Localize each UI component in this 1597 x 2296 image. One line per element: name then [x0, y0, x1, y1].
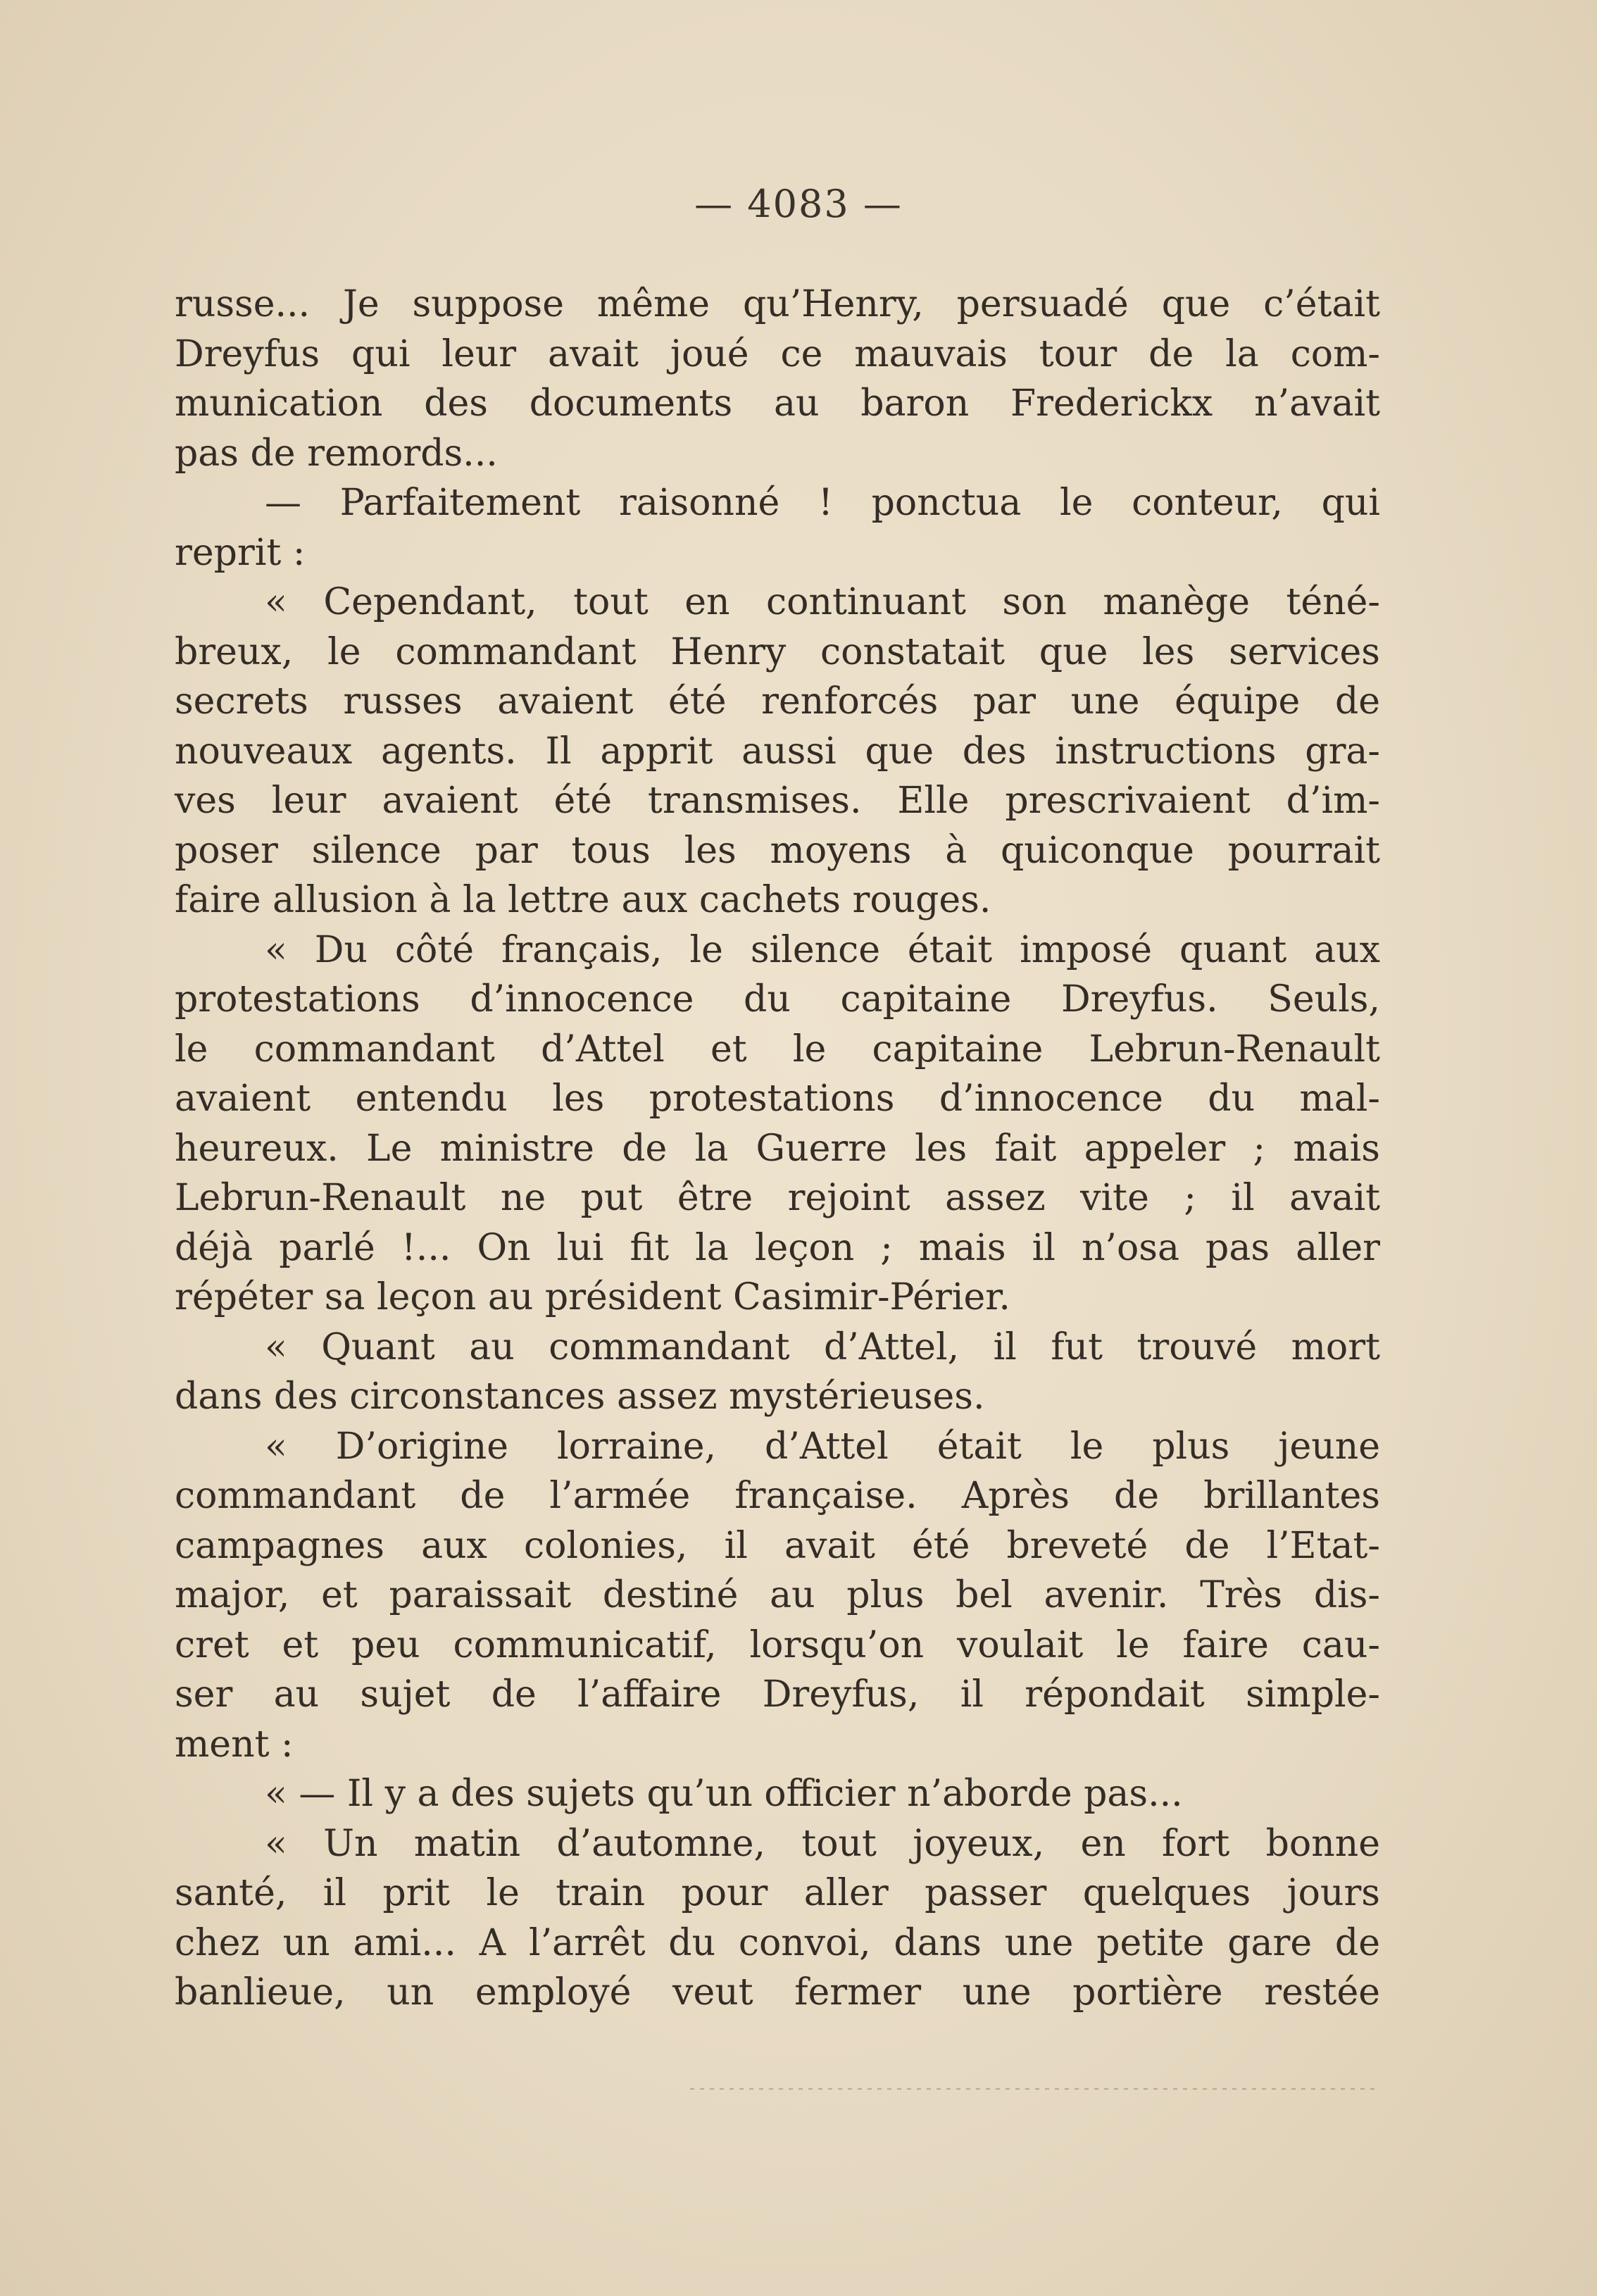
text-line — [175, 1223, 1380, 1273]
text-line — [175, 478, 1380, 528]
text-line — [175, 1571, 1380, 1621]
text-line-content: avaient entendu les protestations d’innocence du mal- — [175, 1078, 1380, 1120]
text-line — [175, 1968, 1380, 2018]
text-line-content: commandant de l’armée française. Après de brillantes — [175, 1475, 1380, 1517]
body-text — [175, 280, 1380, 2018]
text-line — [175, 429, 1380, 479]
text-line-content: banlieue, un employé veut fermer une portière restée — [175, 1971, 1380, 2014]
text-line-content: déjà parlé !... On lui fit la leçon ; mais il n’osa pas aller — [175, 1226, 1380, 1269]
text-line — [175, 1918, 1380, 1969]
text-line-content: pas de remords... — [175, 432, 498, 475]
text-line-content: ser au sujet de l’affaire Dreyfus, il répondait simple- — [175, 1673, 1380, 1716]
text-line-content: faire allusion à la lettre aux cachets rouges. — [175, 879, 991, 921]
bottom-print-marks — [690, 2088, 1380, 2090]
text-line — [175, 1074, 1380, 1124]
text-line-content: Dreyfus qui leur avait joué ce mauvais tour de la com- — [175, 332, 1380, 375]
text-line-content: « D’origine lorraine, d’Attel était le plus jeune — [265, 1425, 1380, 1468]
text-line — [175, 1868, 1380, 1918]
text-line — [175, 1471, 1380, 1521]
text-line-content: cret et peu communicatif, lorsqu’on voulait le faire cau- — [175, 1623, 1380, 1666]
text-line — [175, 1670, 1380, 1720]
text-line — [175, 1422, 1380, 1472]
text-line-content: « — Il y a des sujets qu’un officier n’aborde pas... — [265, 1773, 1183, 1815]
text-line-content: « Un matin d’automne, tout joyeux, en fort bonne — [265, 1822, 1380, 1865]
text-line — [175, 1273, 1380, 1323]
text-line-content: « Cependant, tout en continuant son manège téné- — [265, 581, 1380, 623]
text-line-content: nouveaux agents. Il apprit aussi que des instructions gra- — [175, 730, 1380, 773]
text-line-content: « Du côté français, le silence était imposé quant aux — [265, 928, 1380, 971]
text-line-content: « Quant au commandant d’Attel, il fut trouvé mort — [265, 1325, 1380, 1368]
text-line — [175, 826, 1380, 876]
text-line — [175, 628, 1380, 678]
text-line-content: reprit : — [175, 531, 306, 574]
text-line — [175, 1124, 1380, 1174]
text-line — [175, 379, 1380, 429]
text-line-content: russe... Je suppose même qu’Henry, persuadé que c’était — [175, 283, 1380, 325]
text-line — [175, 1769, 1380, 1819]
text-line — [175, 1025, 1380, 1075]
text-line — [175, 727, 1380, 777]
text-line-content: chez un ami... A l’arrêt du convoi, dans une petite gare de — [175, 1921, 1380, 1964]
text-line — [175, 1819, 1380, 1869]
text-line — [175, 1521, 1380, 1571]
text-line-content: répéter sa leçon au président Casimir-Périer. — [175, 1276, 1010, 1318]
text-line-content: major, et paraissait destiné au plus bel avenir. Très dis- — [175, 1574, 1380, 1616]
text-line-content: ves leur avaient été transmises. Elle prescrivaient d’im- — [175, 780, 1380, 822]
text-line-content: santé, il prit le train pour aller passer quelques jours — [175, 1872, 1380, 1914]
text-line-content: heureux. Le ministre de la Guerre les fait appeler ; mais — [175, 1127, 1380, 1170]
text-line — [175, 1323, 1380, 1373]
text-line — [175, 330, 1380, 380]
text-line — [175, 578, 1380, 628]
text-line-content: munication des documents au baron Frederickx n’avait — [175, 382, 1380, 425]
text-line — [175, 1372, 1380, 1422]
text-line-content: — Parfaitement raisonné ! ponctua le conteur, qui — [265, 482, 1380, 524]
text-line-content: le commandant d’Attel et le capitaine Lebrun-Renault — [175, 1028, 1380, 1071]
text-line — [175, 776, 1380, 826]
text-line-content: protestations d’innocence du capitaine Dreyfus. Seuls, — [175, 978, 1380, 1021]
text-line-content: poser silence par tous les moyens à quiconque pourrait — [175, 829, 1380, 872]
text-line — [175, 677, 1380, 727]
text-line — [175, 1720, 1380, 1770]
text-line — [175, 280, 1380, 330]
text-line-content: breux, le commandant Henry constatait que les services — [175, 630, 1380, 673]
page-number: — 4083 — — [694, 182, 903, 226]
text-line-content: Lebrun-Renault ne put être rejoint assez vite ; il avait — [175, 1177, 1380, 1219]
text-line — [175, 875, 1380, 925]
text-line — [175, 1173, 1380, 1223]
text-line — [175, 975, 1380, 1025]
text-line — [175, 528, 1380, 578]
text-line — [175, 925, 1380, 975]
text-line-content: ment : — [175, 1723, 294, 1766]
text-line-content: secrets russes avaient été renforcés par une équipe de — [175, 680, 1380, 723]
text-line-content: campagnes aux colonies, il avait été breveté de l’Etat- — [175, 1524, 1380, 1567]
text-line — [175, 1621, 1380, 1671]
text-line-content: dans des circonstances assez mystérieuses. — [175, 1375, 985, 1418]
